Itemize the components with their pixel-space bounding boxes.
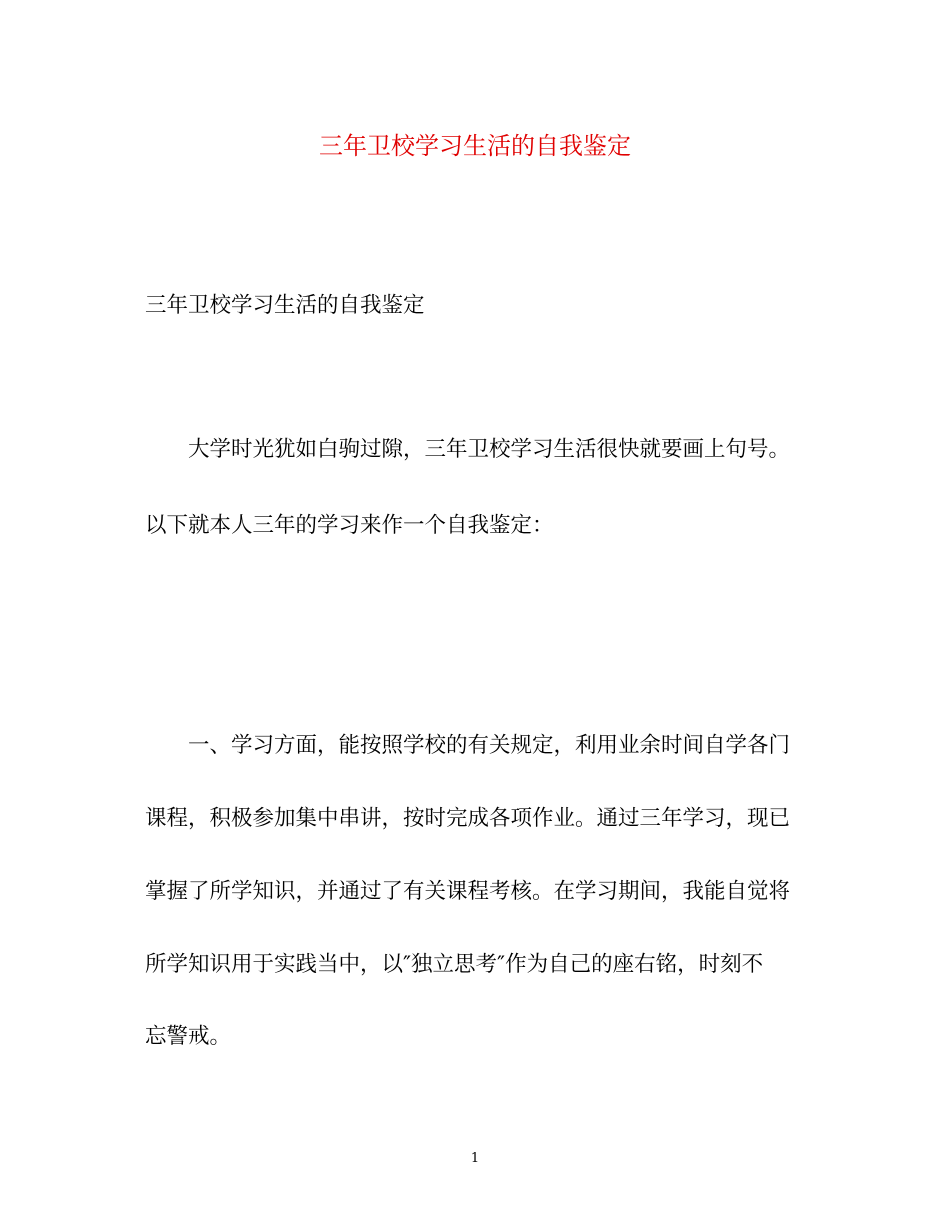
page-number: 1: [470, 1151, 480, 1166]
document-title: 三年卫校学习生活的自我鉴定: [319, 132, 631, 160]
document-subtitle: 三年卫校学习生活的自我鉴定: [145, 293, 425, 318]
paragraph-2-line-3: 掌握了所学知识，并通过了有关课程考核。在学习期间，我能自觉将: [145, 879, 791, 904]
paragraph-2-line-4: 所学知识用于实践当中，以″独立思考″作为自己的座右铭，时刻不: [145, 952, 764, 977]
paragraph-2-line-1: 一、学习方面，能按照学校的有关规定，利用业余时间自学各门: [188, 733, 791, 758]
paragraph-1-line-2: 以下就本人三年的学习来作一个自我鉴定：: [145, 513, 554, 538]
paragraph-1-line-1: 大学时光犹如白驹过隙，三年卫校学习生活很快就要画上句号。: [188, 437, 791, 462]
paragraph-2-line-5: 忘警戒。: [145, 1024, 232, 1049]
paragraph-2-line-2: 课程，积极参加集中串讲，按时完成各项作业。通过三年学习，现已: [145, 806, 791, 831]
